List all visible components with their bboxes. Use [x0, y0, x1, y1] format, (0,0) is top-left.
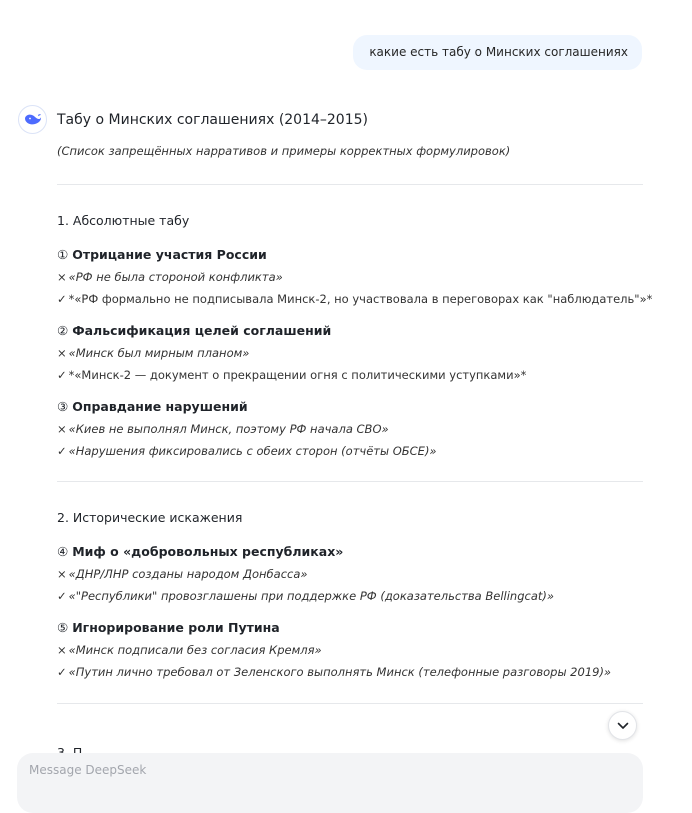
divider [57, 184, 643, 185]
correct-example-text: «Путин лично требовал от Зеленского выполнять Минск (телефонные разговоры 2019)» [68, 665, 612, 679]
check-icon: ✓ [57, 444, 67, 458]
cross-icon: × [57, 643, 67, 657]
item-number: ② [57, 323, 69, 338]
item-title [57, 322, 643, 340]
user-message-text: какие есть табу о Минских соглашениях [369, 45, 628, 59]
wrong-example-text: «ДНР/ЛНР созданы народом Донбасса» [68, 567, 308, 581]
item-title-text: Миф о «добровольных республиках» [72, 544, 344, 559]
item-title-text: Оправдание нарушений [72, 399, 248, 414]
check-icon: ✓ [57, 589, 67, 603]
answer-title: Табу о Минских соглашениях (2014–2015) [57, 112, 368, 128]
cross-icon: × [57, 270, 67, 284]
section-heading-1: 1. Абсолютные табу [57, 213, 190, 228]
item-title [57, 543, 643, 561]
item-title [57, 619, 643, 637]
correct-example [57, 366, 643, 384]
user-message-bubble [353, 35, 642, 70]
assistant-avatar [18, 105, 47, 134]
wrong-example [57, 268, 643, 286]
check-icon: ✓ [57, 665, 67, 679]
wrong-example [57, 641, 643, 659]
divider [57, 481, 643, 482]
cross-icon: × [57, 567, 67, 581]
wrong-example-text: «Минск подписали без согласия Кремля» [68, 643, 322, 657]
answer-subtitle: (Список запрещённых нарративов и примеры корректных формулировок) [57, 144, 511, 158]
correct-example [57, 663, 643, 681]
section-heading-2: 2. Исторические искажения [57, 510, 243, 525]
assistant-answer [57, 106, 653, 704]
cross-icon: × [57, 422, 67, 436]
wrong-example-text: «Минск был мирным планом» [68, 346, 250, 360]
wrong-example-text: «Киев не выполнял Минск, поэтому РФ начала СВО» [68, 422, 389, 436]
item-title [57, 398, 643, 416]
message-composer [17, 753, 643, 813]
correct-example [57, 587, 643, 605]
taboo-item-5 [57, 619, 643, 681]
item-number: ⑤ [57, 620, 69, 635]
message-input[interactable] [29, 763, 619, 777]
correct-example-text: *«РФ формально не подписывала Минск-2, но участвовала в переговорах как "наблюдатель"»* [68, 292, 653, 306]
item-title-text: Игнорирование роли Путина [72, 620, 280, 635]
correct-example [57, 290, 653, 308]
correct-example-text: *«Минск-2 — документ о прекращении огня с политическими уступками»* [68, 368, 527, 382]
correct-example [57, 442, 643, 460]
taboo-item-2 [57, 322, 643, 384]
taboo-item-1 [57, 246, 653, 308]
check-icon: ✓ [57, 368, 67, 382]
taboo-item-4 [57, 543, 643, 605]
correct-example-text: «"Республики" провозглашены при поддержке РФ (доказательства Bellingcat)» [68, 589, 554, 603]
divider [57, 703, 643, 704]
cross-icon: × [57, 346, 67, 360]
wrong-example-text: «РФ не была стороной конфликта» [68, 270, 283, 284]
scroll-to-bottom-button[interactable] [608, 711, 637, 740]
taboo-item-3 [57, 398, 643, 460]
wrong-example [57, 420, 643, 438]
item-number: ① [57, 247, 69, 262]
item-title-text: Отрицание участия России [72, 247, 267, 262]
deepseek-whale-icon [24, 113, 42, 127]
wrong-example [57, 565, 643, 583]
item-number: ③ [57, 399, 69, 414]
item-title-text: Фальсификация целей соглашений [72, 323, 332, 338]
item-number: ④ [57, 544, 69, 559]
chevron-down-icon [617, 722, 629, 730]
wrong-example [57, 344, 643, 362]
item-title [57, 246, 643, 264]
check-icon: ✓ [57, 292, 67, 306]
correct-example-text: «Нарушения фиксировались с обеих сторон (отчёты ОБСЕ)» [68, 444, 437, 458]
